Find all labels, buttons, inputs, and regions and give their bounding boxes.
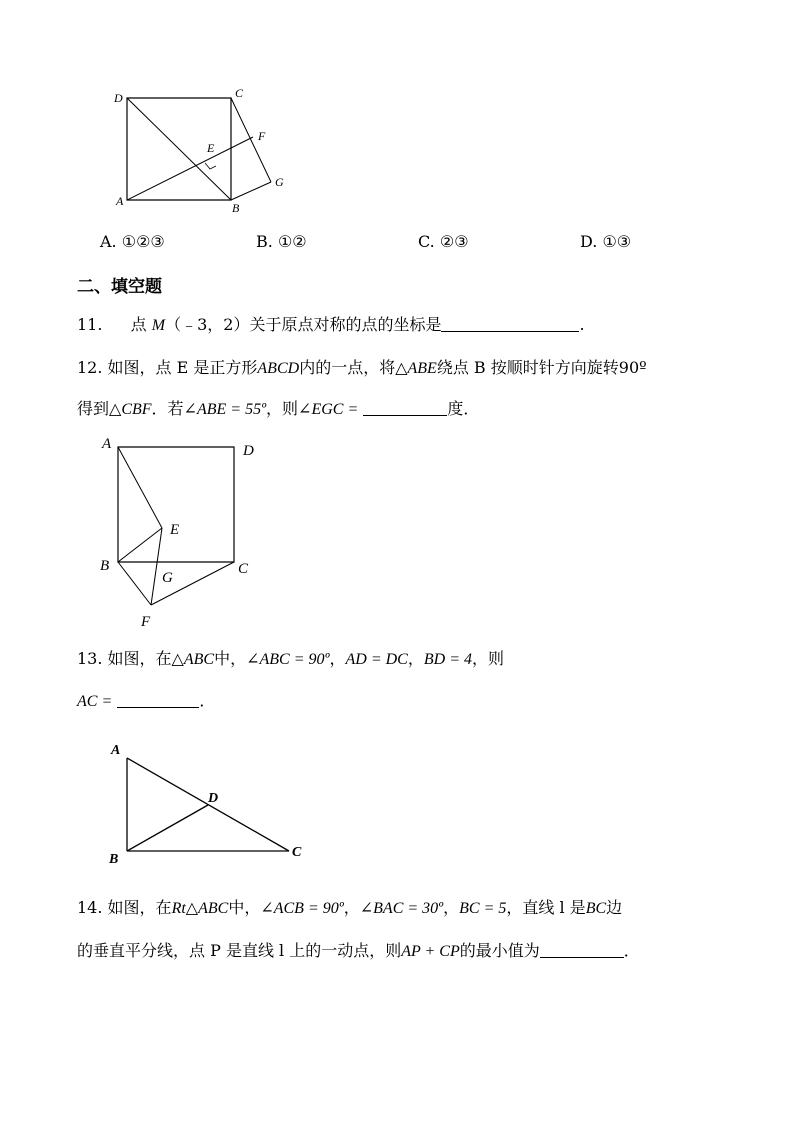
question-13-line-1: [77, 648, 504, 671]
label-a-13: A: [111, 743, 121, 758]
label-f-12: F: [141, 614, 151, 630]
q13-text-4: ，: [407, 649, 424, 668]
question-11: [77, 314, 585, 337]
option-a[interactable]: [100, 232, 165, 251]
question-14-line-1: [77, 897, 622, 920]
q11-answer-blank[interactable]: [441, 315, 579, 332]
option-b[interactable]: [256, 232, 307, 251]
q13-math-ad-dc: AD = DC: [345, 651, 408, 668]
label-c: C: [235, 86, 244, 100]
q12-text-1: 如图，点 E 是正方形: [107, 358, 258, 377]
q12-math-abcd: ABCD: [257, 360, 300, 377]
q13-text-1: 如图，在△: [107, 649, 184, 668]
q14-math-acb: ACB = 90º: [273, 900, 344, 917]
q12-text-2: 内的一点，将△: [299, 358, 408, 377]
label-b-12: B: [100, 558, 110, 574]
q14-text-7: 边: [606, 898, 623, 917]
q12-text-6: ，则∠: [266, 399, 312, 418]
q14-text-1: 如图，在: [107, 898, 172, 917]
q11-number: 11.: [77, 315, 103, 334]
segment-db: [127, 98, 231, 200]
q12-text-4: 得到△: [77, 399, 122, 418]
q13-math-abc: ABC: [183, 651, 215, 668]
q13-answer-blank[interactable]: [117, 691, 199, 708]
option-d-letter: D.: [580, 232, 598, 251]
figure-q13: [100, 735, 320, 870]
option-b-letter: B.: [256, 232, 273, 251]
label-b-13: B: [109, 852, 119, 867]
segment-be: [118, 528, 162, 562]
question-14-line-2: [77, 940, 640, 963]
q11-math-m: M: [151, 317, 166, 334]
q14-number: 14.: [77, 898, 103, 917]
option-c-value: ②③: [439, 232, 469, 251]
q13-number: 13.: [77, 649, 103, 668]
q14-math-bc: BC: [585, 900, 607, 917]
q12-text-3: 绕点 B 按顺时针方向旋转: [436, 358, 619, 377]
q14-end: ．: [623, 941, 640, 960]
figure-q12: [95, 432, 270, 637]
q14-math-rt: Rt: [171, 900, 186, 917]
q12-number: 12.: [77, 358, 103, 377]
figure-q10: [110, 85, 290, 215]
q14-math-ap-cp: AP + CP: [401, 943, 460, 960]
label-g: G: [275, 175, 284, 189]
q14-text-9: 的最小值为: [459, 941, 540, 960]
q12-math-abe55: ABE = 55º: [196, 401, 267, 418]
segment-bg: [231, 182, 271, 200]
q12-math-egc: EGC =: [311, 401, 359, 418]
label-f: F: [258, 129, 266, 143]
q14-text-4: ，∠: [343, 898, 374, 917]
label-e: E: [207, 141, 215, 155]
question-12-line-1: [77, 357, 647, 380]
q12-math-abe: ABE: [407, 360, 437, 377]
q11-text-1: 点: [130, 315, 147, 334]
section-title: 二、填空题: [77, 277, 162, 297]
q14-math-bc5: BC = 5: [459, 900, 507, 917]
q14-answer-blank[interactable]: [540, 941, 624, 958]
q14-text-3: 中，∠: [228, 898, 274, 917]
label-c-12: C: [238, 561, 249, 577]
q11-end: .: [579, 315, 585, 334]
segment-bd-13: [127, 805, 208, 851]
q14-text-8: 的垂直平分线，点 P 是直线 l 上的一动点，则: [77, 941, 402, 960]
option-d[interactable]: [580, 232, 631, 251]
q13-text-5: ，则: [472, 649, 505, 668]
q14-text-6: ，直线 l 是: [506, 898, 586, 917]
q12-text-5: ．若∠: [151, 399, 197, 418]
q13-text-3: ，: [329, 649, 346, 668]
question-13-line-2: [77, 690, 215, 713]
label-c-13: C: [292, 845, 302, 860]
square-abcd-12: [118, 447, 234, 562]
question-12-line-2: [77, 398, 479, 421]
segment-ef: [151, 528, 162, 605]
label-a: A: [116, 194, 124, 208]
option-a-value: ①②③: [121, 232, 165, 251]
label-g-12: G: [162, 570, 173, 586]
label-b: B: [232, 201, 240, 215]
option-a-letter: A.: [100, 232, 117, 251]
option-c-letter: C.: [418, 232, 435, 251]
q12-answer-blank[interactable]: [363, 399, 447, 416]
option-d-value: ①③: [602, 232, 632, 251]
label-d: D: [114, 91, 123, 105]
option-c[interactable]: [418, 232, 469, 251]
q13-math-abc90: ABC = 90º: [259, 651, 330, 668]
q14-text-5: ，: [443, 898, 460, 917]
q14-text-2: △: [185, 898, 199, 917]
q11-text-2: （﹣3，2）关于原点对称的点的坐标是: [165, 315, 442, 334]
q13-math-ac: AC =: [77, 693, 113, 710]
segment-bf: [118, 562, 151, 605]
q12-math-cbf: CBF: [121, 401, 152, 418]
q14-math-bac: BAC = 30º: [373, 900, 444, 917]
q13-math-bd: BD = 4: [423, 651, 472, 668]
q12-text-7: 度．: [447, 399, 480, 418]
option-b-value: ①②: [277, 232, 307, 251]
right-angle-mark: [205, 163, 216, 169]
segment-af: [127, 137, 253, 200]
label-d-13: D: [208, 791, 219, 806]
segment-ae: [118, 447, 162, 528]
label-e-12: E: [170, 522, 180, 538]
q12-math-90: 90º: [618, 358, 647, 377]
q13-end: ．: [199, 691, 216, 710]
q13-text-2: 中，∠: [214, 649, 260, 668]
label-a-12: A: [102, 436, 112, 452]
q14-math-abc: ABC: [198, 900, 229, 917]
label-d-12: D: [243, 443, 254, 459]
